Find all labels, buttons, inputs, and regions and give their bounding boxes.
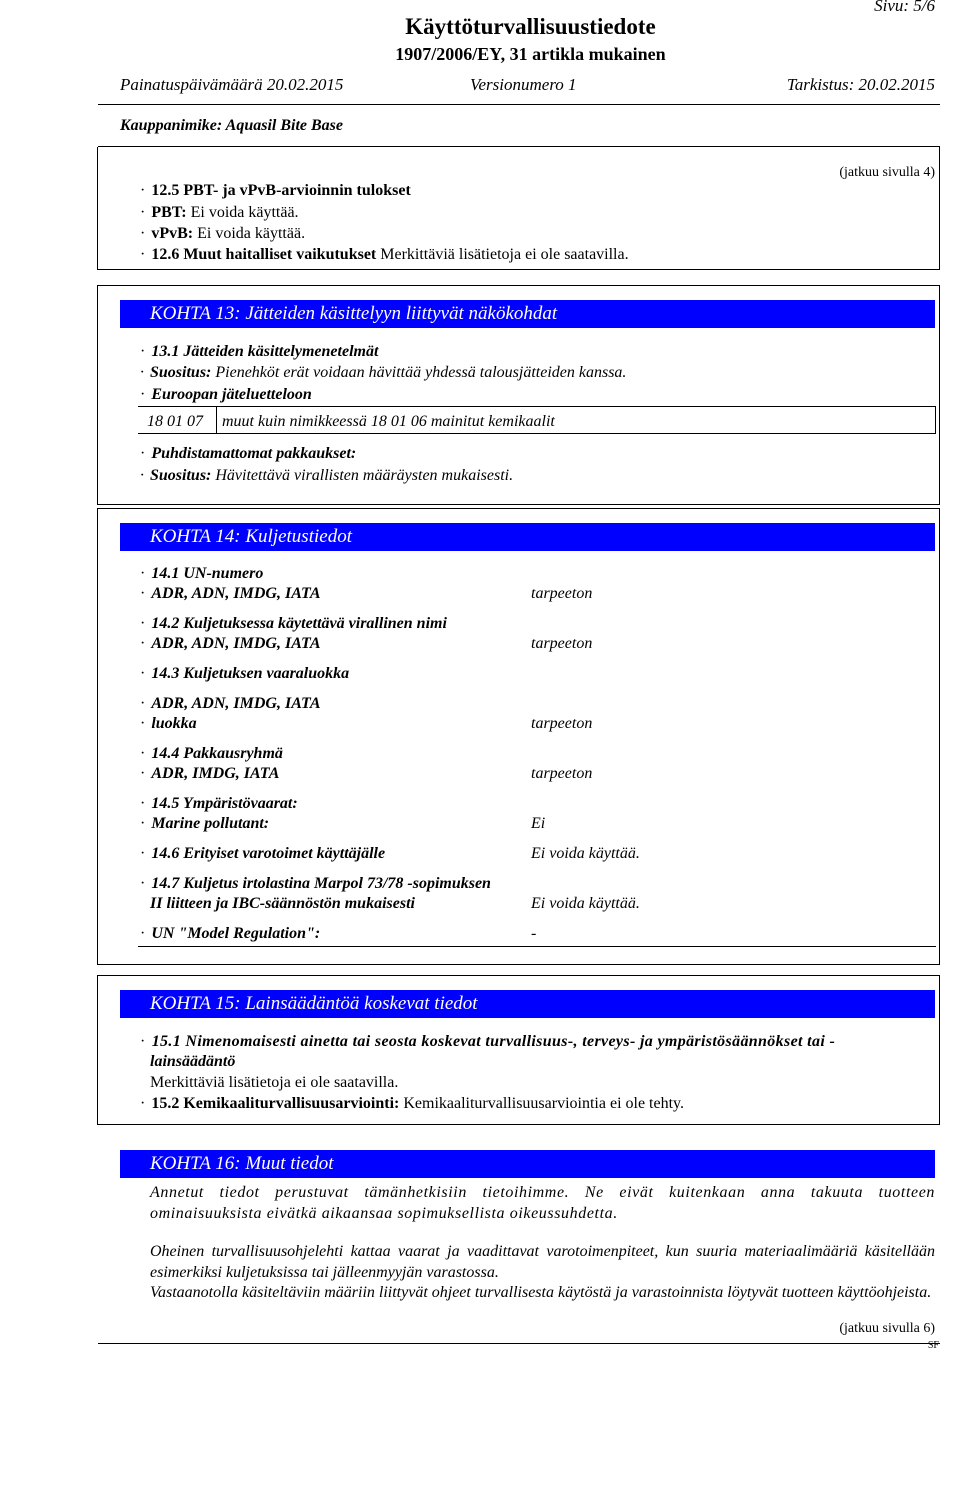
- bullet: ·: [140, 565, 146, 582]
- waste-description: muut kuin nimikkeessä 18 01 06 mainitut kemikaalit: [222, 413, 555, 430]
- continued-from-note: (jatkuu sivulla 4): [839, 165, 935, 180]
- trade-name: Kauppanimike: Aquasil Bite Base: [120, 117, 343, 134]
- bullet: ·: [140, 925, 146, 942]
- header-rule: [98, 104, 940, 105]
- bullet: ·: [140, 585, 146, 602]
- vpvb-value: Ei voida käyttää.: [197, 225, 306, 242]
- transport-modes-label: ADR, ADN, IMDG, IATA: [151, 585, 321, 602]
- section-14-title: KOHTA 14: Kuljetustiedot: [120, 523, 935, 551]
- bulk-transport-label-cont: II liitteen ja IBC-säännöstön mukaisesti: [150, 895, 415, 912]
- bullet: ·: [140, 875, 146, 892]
- shipping-name-value: tarpeeton: [531, 635, 593, 652]
- waste-methods-heading: 13.1 Jätteiden käsittelymenetelmät: [151, 343, 379, 360]
- disclaimer-paragraph: Annetut tiedot perustuvat tämänhetkisiin tietoihimme. Ne eivät kuitenkaan anna takuuta tuotteen ominaisuuksista eivätkä aikaansaa sopimuksellista oikeussuhdetta.: [150, 1184, 935, 1222]
- bullet: ·: [140, 765, 146, 782]
- bullet: ·: [140, 246, 146, 263]
- page-number: Sivu: 5/6: [874, 0, 935, 15]
- marine-pollutant-label: Marine pollutant:: [151, 815, 270, 832]
- section-14-rule: [138, 946, 936, 947]
- hazard-class-heading: 14.3 Kuljetuksen vaaraluokka: [151, 665, 350, 682]
- pbt-vpvb-heading: 12.5 PBT- ja vPvB-arvioinnin tulokset: [151, 182, 411, 199]
- marine-pollutant-value: Ei: [531, 815, 546, 832]
- chemical-safety-value: Kemikaaliturvallisuusarviointia ei ole tehty.: [403, 1095, 685, 1112]
- bullet: ·: [140, 795, 146, 812]
- bullet: ·: [140, 615, 146, 632]
- transport-modes-label: ADR, ADN, IMDG, IATA: [151, 635, 321, 652]
- bullet: ·: [140, 343, 146, 360]
- bullet: ·: [140, 745, 146, 762]
- recommendation-value: Pienehköt erät voidaan hävittää yhdessä talousjätteiden kanssa.: [215, 364, 627, 381]
- bullet: ·: [140, 845, 146, 862]
- waste-catalogue-heading: Euroopan jäteluetteloon: [151, 386, 312, 403]
- packaging-recommendation-label: Suositus:: [150, 467, 212, 484]
- version-number: Versionumero 1: [470, 75, 577, 94]
- waste-code-table: [138, 406, 936, 434]
- recommendation-label: Suositus:: [150, 364, 212, 381]
- bullet: ·: [140, 225, 146, 242]
- revision-date: Tarkistus: 20.02.2015: [786, 75, 935, 94]
- document-subtitle: 1907/2006/EY, 31 artikla mukainen: [395, 44, 666, 64]
- packing-group-value: tarpeeton: [531, 765, 593, 782]
- bullet: ·: [140, 665, 146, 682]
- bullet: ·: [140, 635, 146, 652]
- special-precautions-value: Ei voida käyttää.: [531, 845, 640, 862]
- class-label: luokka: [151, 715, 197, 732]
- bullet: ·: [140, 182, 146, 199]
- class-value: tarpeeton: [531, 715, 593, 732]
- other-effects-label: 12.6 Muut haitalliset vaikutukset: [151, 246, 377, 263]
- chemical-safety-label: 15.2 Kemikaaliturvallisuusarviointi:: [151, 1095, 400, 1112]
- bulk-transport-label: 14.7 Kuljetus irtolastina Marpol 73/78 -sopimuksen: [151, 875, 491, 892]
- section-13-title: KOHTA 13: Jätteiden käsittelyyn liittyvät näkökohdat: [120, 300, 935, 328]
- un-number-value: tarpeeton: [531, 585, 593, 602]
- pbt-label: PBT:: [151, 204, 187, 221]
- un-model-regulation-value: -: [531, 925, 537, 942]
- specific-legislation-heading-cont: lainsäädäntö: [150, 1053, 236, 1070]
- specific-legislation-heading: 15.1 Nimenomaisesti ainetta tai seosta koskevat turvallisuus-, terveys- ja ympäristösäännökset tai -: [151, 1033, 836, 1050]
- shipping-name-heading: 14.2 Kuljetuksessa käytettävä virallinen nimi: [151, 615, 447, 632]
- bullet: ·: [140, 715, 146, 732]
- print-date: Painatuspäivämäärä 20.02.2015: [120, 75, 344, 94]
- bullet: ·: [140, 445, 146, 462]
- transport-modes-label: ADR, ADN, IMDG, IATA: [151, 695, 321, 712]
- uncleaned-packaging-heading: Puhdistamattomat pakkaukset:: [151, 445, 357, 462]
- bullet: ·: [140, 364, 144, 381]
- waste-code: 18 01 07: [147, 413, 203, 430]
- document-title: Käyttöturvallisuustiedote: [405, 14, 656, 39]
- bullet: ·: [140, 1033, 146, 1050]
- special-precautions-label: 14.6 Erityiset varotoimet käyttäjälle: [151, 845, 386, 862]
- specific-legislation-value: Merkittäviä lisätietoja ei ole saatavilla.: [150, 1074, 399, 1091]
- bullet: ·: [140, 1095, 146, 1112]
- consumer-paragraph: Vastaanotolla käsiteltäviin määriin liittyvät ohjeet turvallisesta käytöstä ja varastoinnista löytyvät tuotteen käyttöohjeista.: [150, 1284, 932, 1301]
- bullet: ·: [140, 695, 146, 712]
- table-divider-right: [935, 407, 936, 434]
- transport-modes-label: ADR, IMDG, IATA: [151, 765, 280, 782]
- language-code: SF: [927, 1340, 939, 1351]
- bullet: ·: [140, 386, 146, 403]
- un-model-regulation-label: UN "Model Regulation":: [151, 925, 321, 942]
- scope-paragraph: Oheinen turvallisuusohjelehti kattaa vaarat ja vaadittavat varotoimenpiteet, kun suuria materiaalimääriä käsitellään esimerkiksi kuljetuksissa tai jälleenmyyjän varastossa.: [150, 1243, 935, 1281]
- bulk-transport-value: Ei voida käyttää.: [531, 895, 640, 912]
- bullet: ·: [140, 204, 146, 221]
- other-effects-value: Merkittäviä lisätietoja ei ole saatavilla.: [380, 246, 629, 263]
- section-16-title: KOHTA 16: Muut tiedot: [120, 1150, 935, 1178]
- bullet: ·: [140, 467, 144, 484]
- footer-rule: [98, 1343, 940, 1344]
- packing-group-heading: 14.4 Pakkausryhmä: [151, 745, 283, 762]
- table-divider: [216, 407, 217, 434]
- section-15-title: KOHTA 15: Lainsäädäntöä koskevat tiedot: [120, 990, 935, 1018]
- continued-on-note: (jatkuu sivulla 6): [839, 1321, 935, 1336]
- environmental-hazards-heading: 14.5 Ympäristövaarat:: [151, 795, 298, 812]
- vpvb-label: vPvB:: [151, 225, 194, 242]
- packaging-recommendation-value: Hävitettävä virallisten määräysten mukaisesti.: [215, 467, 514, 484]
- un-number-heading: 14.1 UN-numero: [151, 565, 264, 582]
- pbt-value: Ei voida käyttää.: [190, 204, 299, 221]
- bullet: ·: [140, 815, 146, 832]
